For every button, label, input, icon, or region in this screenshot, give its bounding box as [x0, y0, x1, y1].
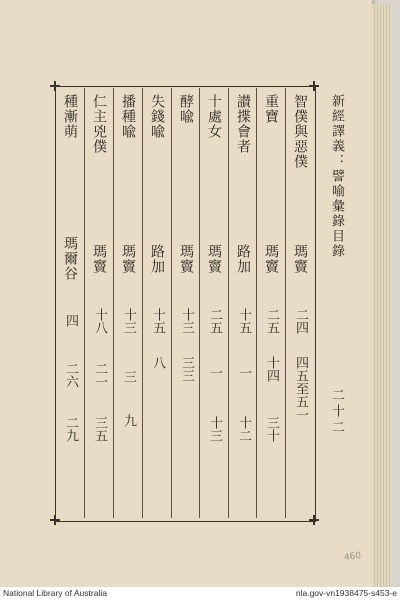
entry-book: 路加: [149, 244, 165, 274]
entry-verse-start: 一: [236, 366, 251, 379]
entry-title: 失錢喩: [149, 94, 165, 139]
page-title: 新經譯義：譬喻彙錄目錄: [329, 94, 344, 259]
list-item: [229, 94, 257, 514]
entry-book: 瑪竇: [292, 244, 308, 274]
list-item: [85, 94, 113, 514]
entry-book: 瑪竇: [120, 244, 136, 274]
list-item: [257, 94, 285, 514]
entry-chapter: 十八: [92, 308, 107, 334]
entry-verse-start: 一: [207, 366, 222, 379]
entry-verses: 八: [150, 356, 165, 369]
footer-bar: [0, 587, 400, 600]
page-number: 二十二: [329, 388, 344, 436]
entry-title: 播種喩: [120, 94, 136, 139]
entry-verses: 三三: [179, 356, 194, 382]
list-item: [56, 94, 84, 514]
entry-chapter: 十三: [121, 308, 136, 334]
entry-chapter: 十三: [179, 308, 194, 334]
entry-verses: 四五至五一: [293, 356, 308, 421]
entry-chapter: 四: [63, 314, 78, 327]
entry-verse-end: 二九: [63, 416, 78, 442]
corner-ornament: [309, 81, 319, 91]
list-item: [143, 94, 171, 514]
footer-identifier: nla.gov-vn1938475-s453-e: [295, 588, 397, 598]
entry-book: 瑪竇: [206, 244, 222, 274]
corner-ornament: [50, 515, 60, 525]
entry-chapter: 二四: [293, 308, 308, 334]
entry-verse-start: 十四: [264, 356, 279, 382]
list-item: [172, 94, 200, 514]
corner-ornament: [309, 515, 319, 525]
entry-verse-start: 二一: [92, 362, 107, 388]
entry-chapter: 二五: [264, 308, 279, 334]
page-edges: [372, 4, 392, 588]
entry-chapter: 十五: [150, 308, 165, 334]
entry-verse-end: 十三: [207, 416, 222, 442]
entry-title: 重寶: [263, 94, 279, 124]
entry-title: 讃揲會者: [235, 94, 251, 154]
corner-ornament: [50, 81, 60, 91]
entry-book: 路加: [235, 244, 251, 274]
entry-verse-end: 三五: [92, 416, 107, 442]
entry-verse-end: 三十: [264, 416, 279, 442]
list-item: [286, 94, 314, 514]
entry-book: 瑪竇: [178, 244, 194, 274]
entry-verse-start: 三: [121, 370, 136, 383]
footer-library: National Library of Australia: [3, 588, 107, 598]
entry-verse-end: 十二: [236, 416, 251, 442]
entry-book: 瑪竇: [91, 244, 107, 274]
entry-title: 智僕與惡僕: [292, 94, 308, 169]
list-item: [114, 94, 142, 514]
entry-chapter: 十五: [236, 308, 251, 334]
entry-title: 仁主兇僕: [91, 94, 107, 154]
entry-book: 瑪爾谷: [62, 236, 78, 281]
entry-book: 瑪竇: [263, 244, 279, 274]
entry-verse-start: 二六: [63, 362, 78, 388]
list-item: [200, 94, 228, 514]
entry-chapter: 二五: [207, 308, 222, 334]
pencil-annotation: 460: [343, 550, 362, 564]
entry-title: 十處女: [206, 94, 222, 139]
entry-verse-end: 九: [121, 414, 136, 427]
entry-title: 酵喩: [178, 94, 194, 124]
entry-title: 種漸萌: [62, 94, 78, 139]
